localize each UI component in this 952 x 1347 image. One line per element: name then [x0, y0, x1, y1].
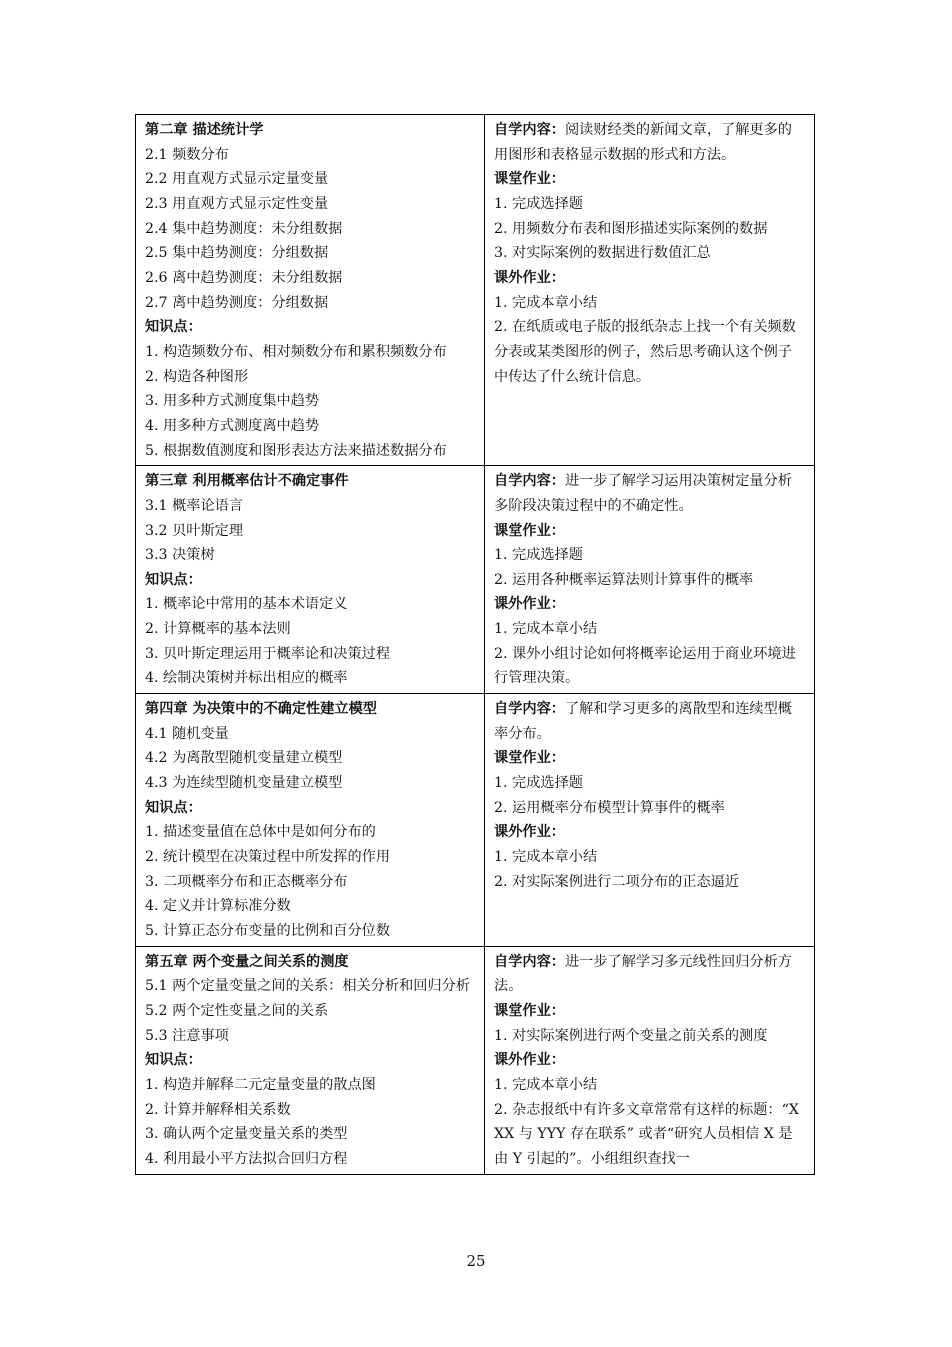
self-study-text: 进一步了解学习运用决策树定量分析多阶段决策过程中的不确定性。 — [494, 473, 792, 514]
chapter-assignments-cell — [485, 694, 815, 947]
knowledge-point-item: 1. 构造并解释二元定量变量的散点图 — [145, 1076, 376, 1093]
chapter-assignments-cell — [485, 115, 815, 466]
section-item: 2.1 频数分布 — [145, 146, 229, 163]
section-item: 3.1 概率论语言 — [145, 497, 244, 514]
section-item: 2.6 离中趋势测度：未分组数据 — [145, 269, 343, 286]
chapter-title: 第三章 利用概率估计不确定事件 — [145, 473, 349, 490]
section-item: 3.2 贝叶斯定理 — [145, 522, 244, 539]
chapter-title: 第四章 为决策中的不确定性建立模型 — [145, 701, 377, 718]
section-item: 2.7 离中趋势测度：分组数据 — [145, 294, 329, 311]
knowledge-point-item: 3. 用多种方式测度集中趋势 — [145, 393, 320, 410]
class-work-label: 课堂作业： — [494, 522, 565, 539]
class-work-item: 1. 完成选择题 — [494, 775, 583, 792]
class-work-item: 2. 运用概率分布模型计算事件的概率 — [494, 799, 725, 816]
chapter-title: 第五章 两个变量之间关系的测度 — [145, 953, 349, 970]
section-item: 2.4 集中趋势测度：未分组数据 — [145, 220, 343, 237]
chapter-outline-cell — [136, 946, 485, 1174]
class-work-item: 1. 对实际案例进行两个变量之前关系的测度 — [494, 1027, 768, 1044]
chapter-title: 第二章 描述统计学 — [145, 122, 264, 138]
class-work-item: 1. 完成选择题 — [494, 195, 583, 212]
knowledge-point-item: 3. 贝叶斯定理运用于概率论和决策过程 — [145, 645, 391, 662]
section-item: 2.3 用直观方式显示定性变量 — [145, 195, 329, 212]
knowledge-points-label: 知识点： — [145, 571, 202, 588]
class-work-item: 2. 运用各种概率运算法则计算事件的概率 — [494, 571, 754, 588]
class-work-item: 1. 完成选择题 — [494, 547, 583, 564]
chapter-assignments-cell — [485, 466, 815, 694]
knowledge-point-item: 1. 构造频数分布、相对频数分布和累积频数分布 — [145, 343, 447, 360]
self-study-text: 进一步了解学习多元线性回归分析方法。 — [494, 953, 792, 995]
knowledge-points-label: 知识点： — [145, 1052, 202, 1069]
knowledge-point-item: 3. 二项概率分布和正态概率分布 — [145, 873, 348, 890]
knowledge-point-item: 4. 利用最小平方法拟合回归方程 — [145, 1150, 348, 1167]
knowledge-point-item: 4. 用多种方式测度离中趋势 — [145, 417, 320, 434]
homework-label: 课外作业： — [494, 824, 565, 841]
knowledge-point-item: 2. 统计模型在决策过程中所发挥的作用 — [145, 849, 391, 866]
section-item: 5.1 两个定量变量之间的关系：相关分析和回归分析 — [145, 978, 471, 995]
class-work-label: 课堂作业： — [494, 171, 565, 188]
knowledge-point-item: 4. 定义并计算标准分数 — [145, 898, 291, 915]
homework-item: 1. 完成本章小结 — [494, 849, 598, 866]
homework-item: 1. 完成本章小结 — [494, 294, 598, 311]
class-work-item: 2. 用频数分布表和图形描述实际案例的数据 — [494, 220, 768, 237]
self-study-paragraph — [494, 118, 806, 167]
section-item: 5.3 注意事项 — [145, 1027, 229, 1044]
chapter-row — [136, 946, 815, 1174]
section-item: 2.2 用直观方式显示定量变量 — [145, 171, 329, 188]
section-item: 4.2 为离散型随机变量建立模型 — [145, 750, 343, 767]
self-study-paragraph — [494, 950, 806, 999]
self-study-paragraph — [494, 469, 806, 518]
chapter-outline-cell — [136, 466, 485, 694]
knowledge-point-item: 5. 计算正态分布变量的比例和百分位数 — [145, 923, 391, 939]
knowledge-point-item: 2. 构造各种图形 — [145, 368, 249, 385]
section-item: 4.1 随机变量 — [145, 725, 229, 742]
self-study-text: 了解和学习更多的离散型和连续型概率分布。 — [494, 701, 792, 742]
knowledge-point-item: 2. 计算并解释相关系数 — [145, 1101, 291, 1118]
homework-item: 2. 杂志报纸中有许多文章常常有这样的标题：“XXX 与 YYY 存在联系” 或者“研究人员相信 X 是由 Y 引起的”。小组组织查找一 — [494, 1101, 799, 1167]
self-study-label: 自学内容： — [494, 953, 565, 970]
knowledge-point-item: 2. 计算概率的基本法则 — [145, 621, 291, 638]
knowledge-points-label: 知识点： — [145, 319, 202, 336]
homework-label: 课外作业： — [494, 1052, 565, 1069]
chapter-row — [136, 694, 815, 947]
knowledge-point-item: 1. 描述变量值在总体中是如何分布的 — [145, 824, 376, 841]
section-item: 4.3 为连续型随机变量建立模型 — [145, 775, 343, 792]
page-number: 25 — [466, 1252, 486, 1270]
chapter-row — [136, 115, 815, 466]
self-study-label: 自学内容： — [494, 122, 565, 138]
homework-item: 1. 完成本章小结 — [494, 621, 598, 638]
homework-item: 2. 对实际案例进行二项分布的正态逼近 — [494, 873, 740, 890]
section-item: 3.3 决策树 — [145, 547, 215, 564]
knowledge-point-item: 1. 概率论中常用的基本术语定义 — [145, 596, 348, 613]
class-work-item: 3. 对实际案例的数据进行数值汇总 — [494, 245, 711, 262]
self-study-text: 阅读财经类的新闻文章，了解更多的用图形和表格显示数据的形式和方法。 — [494, 122, 792, 163]
knowledge-point-item: 3. 确认两个定量变量关系的类型 — [145, 1126, 348, 1143]
self-study-label: 自学内容： — [494, 473, 565, 490]
class-work-label: 课堂作业： — [494, 1002, 565, 1019]
knowledge-point-item: 4. 绘制决策树并标出相应的概率 — [145, 670, 348, 687]
homework-item: 2. 课外小组讨论如何将概率论运用于商业环境进行管理决策。 — [494, 645, 796, 687]
homework-label: 课外作业： — [494, 596, 565, 613]
self-study-paragraph — [494, 697, 806, 746]
chapter-row — [136, 466, 815, 694]
self-study-label: 自学内容： — [494, 701, 565, 718]
section-item: 2.5 集中趋势测度：分组数据 — [145, 245, 329, 262]
syllabus-table-body — [136, 115, 815, 1175]
knowledge-point-item: 5. 根据数值测度和图形表达方法来描述数据分布 — [145, 442, 447, 459]
syllabus-table — [135, 114, 815, 1175]
chapter-outline-cell — [136, 115, 485, 466]
chapter-outline-cell — [136, 694, 485, 947]
knowledge-points-label: 知识点： — [145, 799, 202, 816]
homework-label: 课外作业： — [494, 269, 565, 286]
homework-item: 1. 完成本章小结 — [494, 1076, 598, 1093]
chapter-assignments-cell — [485, 946, 815, 1174]
homework-item: 2. 在纸质或电子版的报纸杂志上找一个有关频数分表或某类图形的例子，然后思考确认这个例子中传达了什么统计信息。 — [494, 319, 796, 385]
class-work-label: 课堂作业： — [494, 750, 565, 767]
section-item: 5.2 两个定性变量之间的关系 — [145, 1002, 329, 1019]
